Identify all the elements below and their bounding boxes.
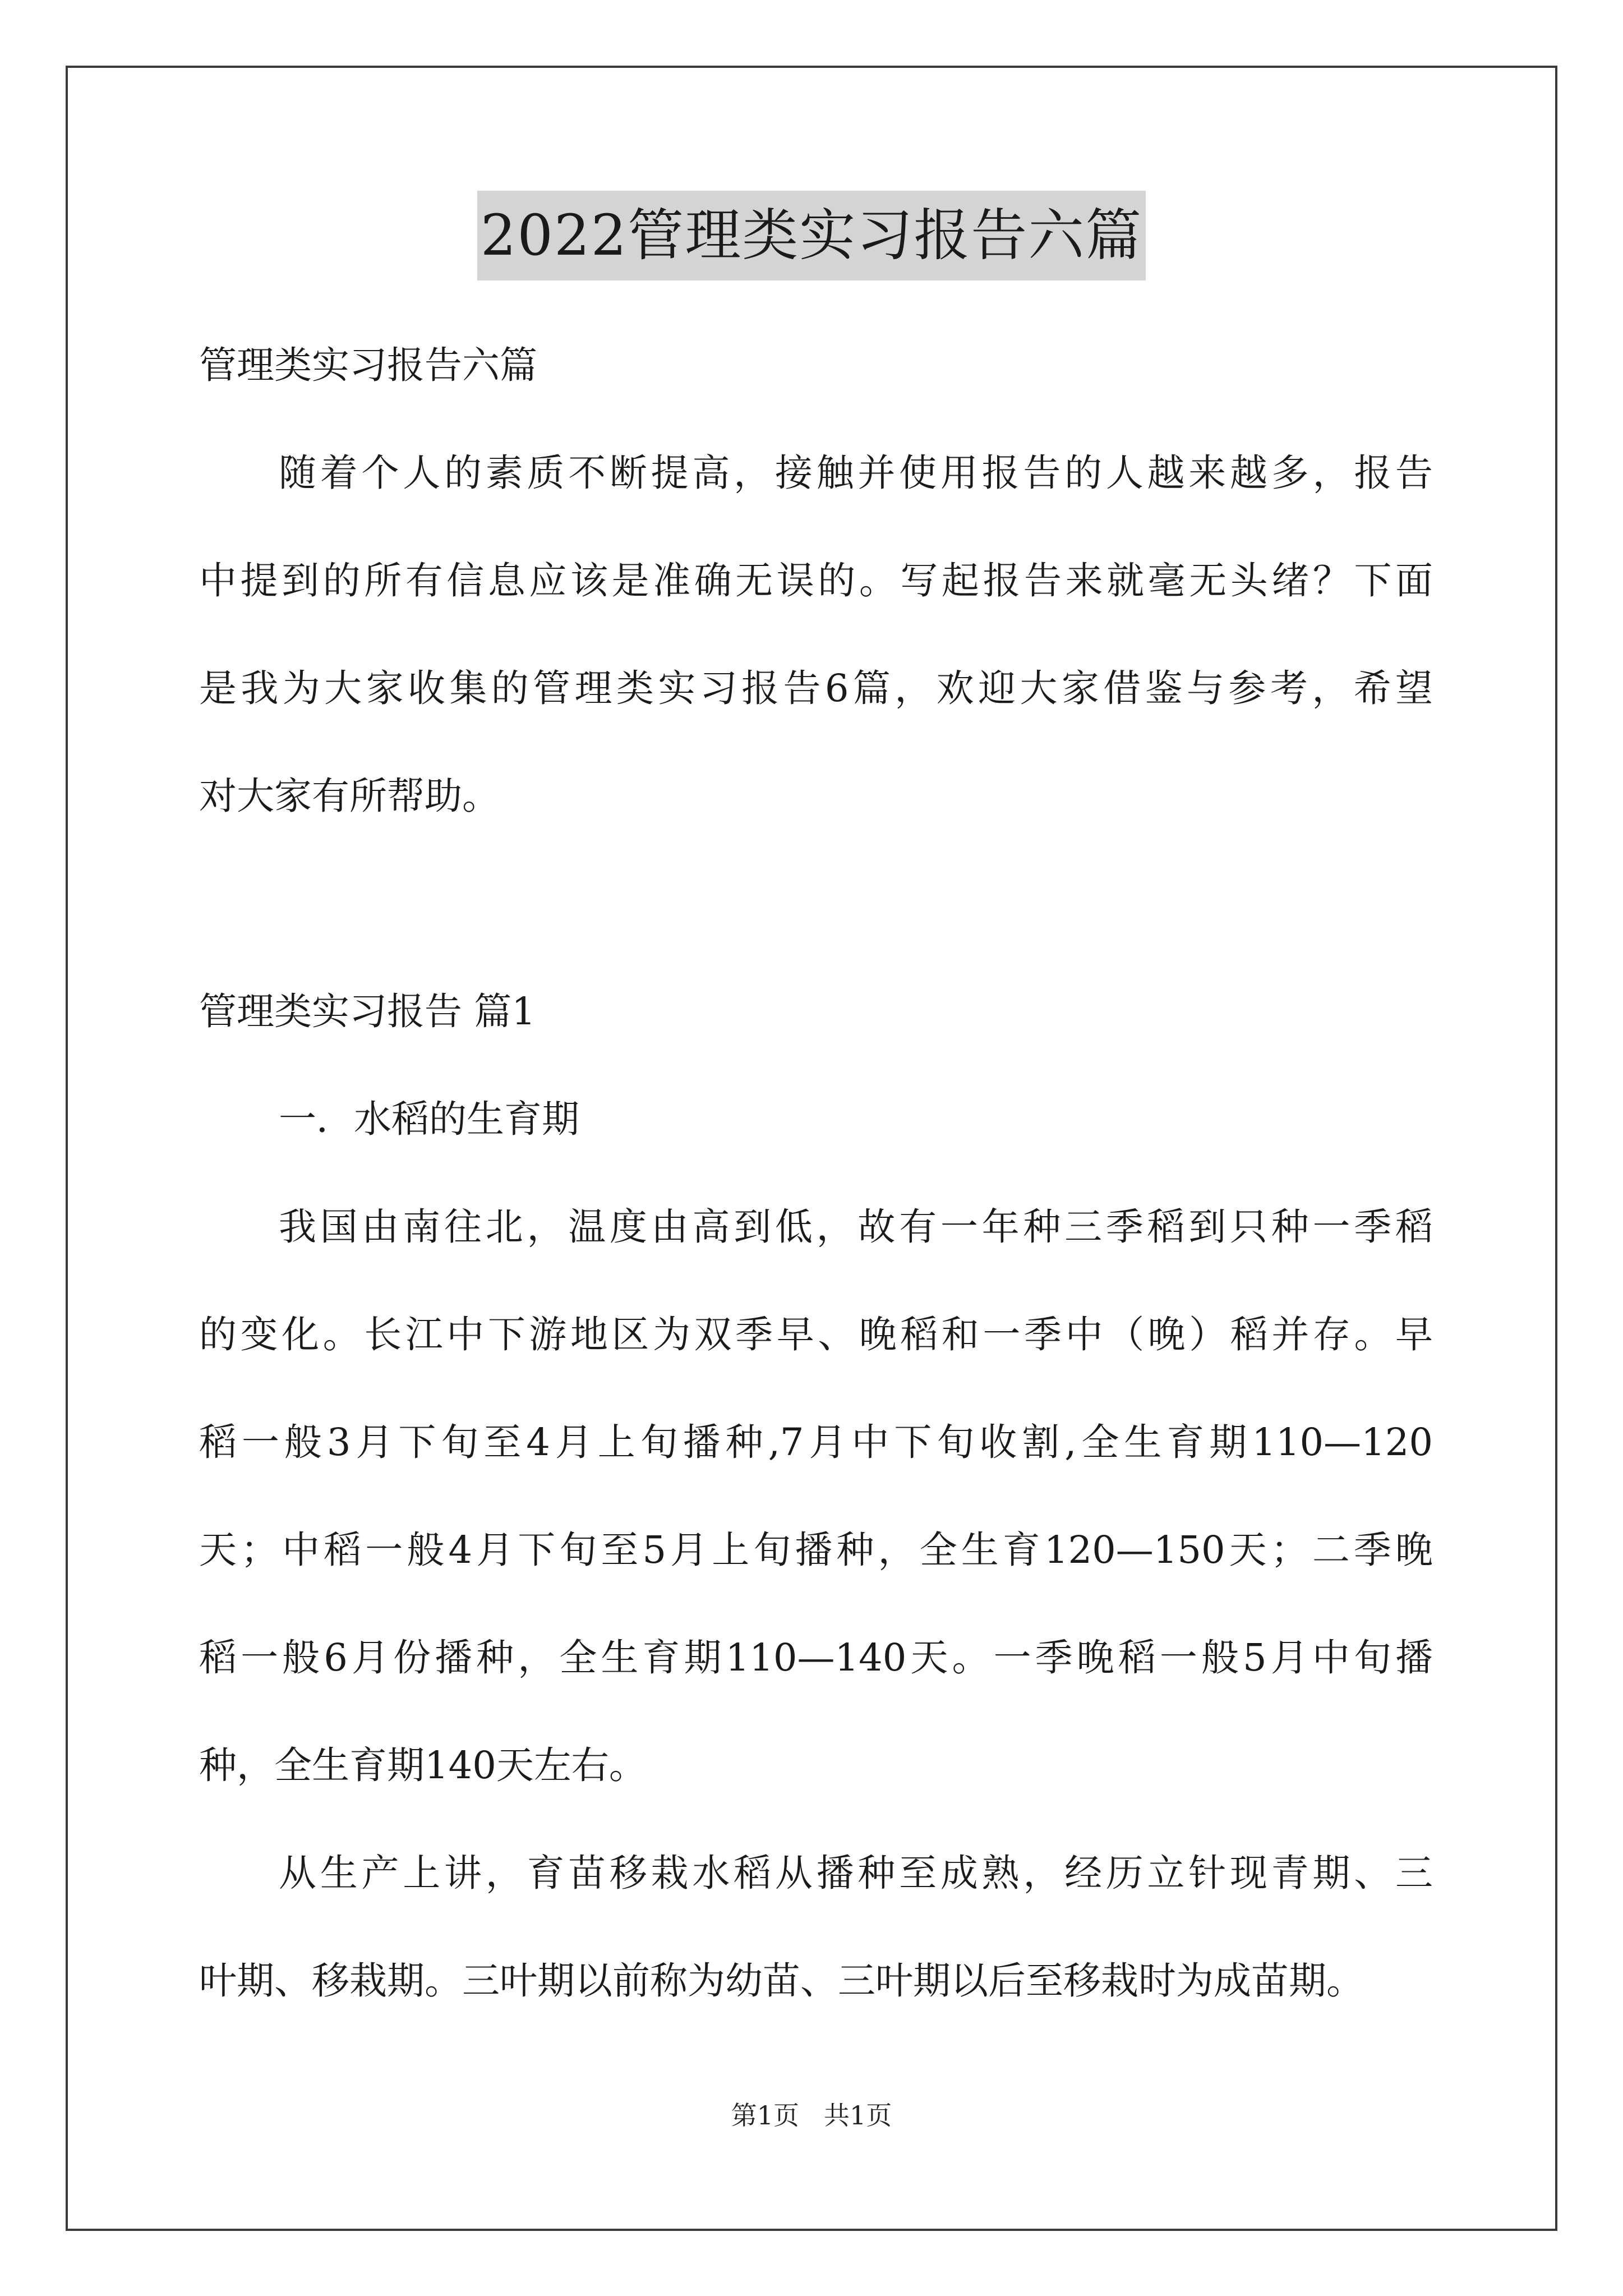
paragraph-line: 从生产上讲，育苗移栽水稻从播种至成熟，经历立针现青期、三 bbox=[279, 1851, 1433, 1895]
page-total: 共1页 bbox=[824, 2100, 892, 2131]
intro-line: 是我为大家收集的管理类实习报告6篇，欢迎大家借鉴与参考，希望 bbox=[199, 666, 1433, 710]
page-number: 第1页 bbox=[731, 2100, 799, 2131]
title-container bbox=[0, 191, 1623, 280]
intro-line: 随着个人的素质不断提高，接触并使用报告的人越来越多，报告 bbox=[279, 451, 1433, 495]
paragraph-line: 稻一般6月份播种，全生育期110—140天。一季晚稻一般5月中旬播 bbox=[199, 1636, 1433, 1680]
document-subtitle: 管理类实习报告六篇 bbox=[199, 343, 537, 387]
paragraph-line: 的变化。长江中下游地区为双季早、晚稻和一季中（晚）稻并存。早 bbox=[199, 1313, 1433, 1356]
paragraph-line: 稻一般3月下旬至4月上旬播种,7月中下旬收割,全生育期110—120 bbox=[199, 1420, 1433, 1464]
document-body bbox=[199, 311, 1433, 2035]
intro-line: 中提到的所有信息应该是准确无误的。写起报告来就毫无头绪？下面 bbox=[199, 559, 1433, 602]
paragraph-line: 种，全生育期140天左右。 bbox=[199, 1743, 647, 1787]
page-footer bbox=[0, 2095, 1623, 2132]
document-title: 2022管理类实习报告六篇 bbox=[477, 191, 1146, 280]
paragraph-line: 天；中稻一般4月下旬至5月上旬播种，全生育120—150天；二季晚 bbox=[199, 1528, 1433, 1572]
section-gap bbox=[199, 850, 1433, 958]
paragraph-line: 叶期、移栽期。三叶期以前称为幼苗、三叶期以后至移栽时为成苗期。 bbox=[199, 1959, 1364, 2003]
section-heading: 管理类实习报告 篇1 bbox=[199, 990, 536, 1033]
intro-line: 对大家有所帮助。 bbox=[199, 774, 500, 818]
section-subheading: 一．水稻的生育期 bbox=[279, 1097, 579, 1141]
paragraph-line: 我国由南往北，温度由高到低，故有一年种三季稻到只种一季稻 bbox=[279, 1205, 1433, 1249]
